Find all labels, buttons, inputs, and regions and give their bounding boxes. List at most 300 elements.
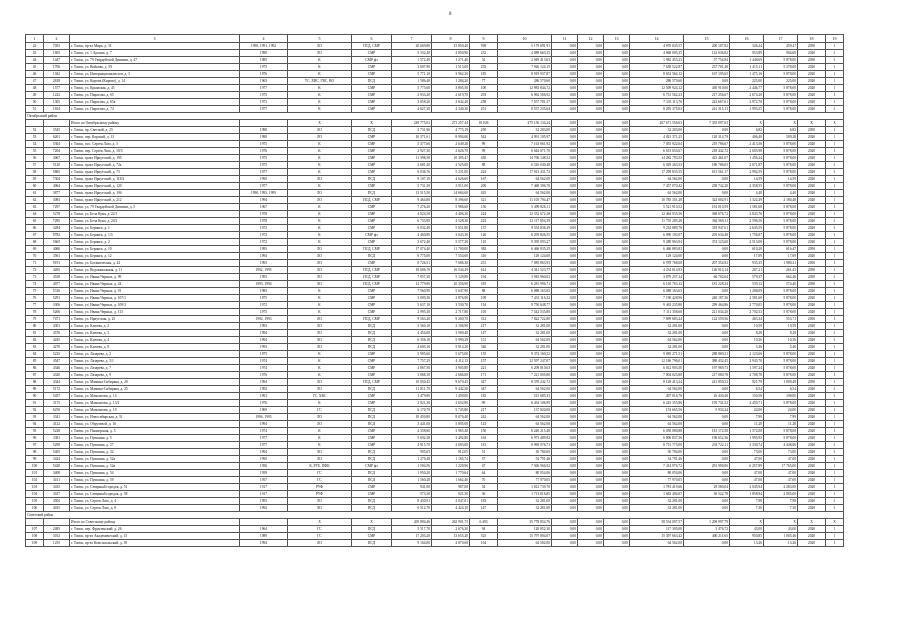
- table-cell: 0,00: [552, 260, 578, 267]
- table-cell: 7 560,90: [392, 288, 432, 295]
- table-cell: 221: [470, 365, 498, 372]
- table-cell: г. Томск, ул. Лазарева, д. 7: [70, 365, 240, 372]
- table-cell: 3 962,30: [432, 71, 470, 78]
- table-cell: СМР: [352, 64, 392, 71]
- table-cell: К: [288, 435, 352, 442]
- table-cell: 2020: [798, 323, 826, 330]
- table-cell: 5 129,80: [432, 274, 470, 281]
- table-cell: 2 413,56: [730, 141, 764, 148]
- table-cell: 553,71: [764, 316, 798, 323]
- table-cell: 0,00: [604, 456, 630, 463]
- table-cell: 1: [826, 302, 844, 309]
- table-cell: 2 645,59: [730, 225, 764, 232]
- table-cell: 0,00: [552, 218, 578, 225]
- table-cell: 10 371,61: [392, 134, 432, 141]
- table-cell: 3381: [44, 435, 70, 442]
- table-cell: 2 596,56: [730, 218, 764, 225]
- table-cell: 7 163 061,92: [498, 141, 552, 148]
- table-cell: 4 528,30: [432, 218, 470, 225]
- table-cell: 217 256,67: [684, 92, 730, 99]
- table-cell: ЛО: [288, 267, 352, 274]
- table-cell: 3341: [44, 414, 70, 421]
- table-cell: 1917: [240, 491, 288, 498]
- table-cell: 6 964 566,92: [498, 92, 552, 99]
- table-cell: 9 395 093,27: [498, 239, 552, 246]
- table-cell: 4 626,60: [432, 176, 470, 183]
- table-cell: 0,00: [552, 239, 578, 246]
- table-cell: СМР: [352, 85, 392, 92]
- table-cell: 2 945,70: [730, 358, 764, 365]
- table-cell: ПСД: [352, 407, 392, 414]
- table-cell: 65: [26, 218, 44, 225]
- table-cell: 1975: [240, 141, 288, 148]
- table-cell: 1: [826, 337, 844, 344]
- table-cell: 1: [826, 414, 844, 421]
- table-cell: 616,47: [764, 246, 798, 253]
- table-cell: СМР: [352, 428, 392, 435]
- table-cell: 6,54: [730, 386, 764, 393]
- table-cell: 2020: [798, 295, 826, 302]
- table-cell: 7 926 124,15: [498, 64, 552, 71]
- table-cell: 1: [826, 505, 844, 512]
- table-cell: 4 341 523,77: [498, 267, 552, 274]
- table-cell: 1 479,80: [392, 393, 432, 400]
- table-cell: 1917: [240, 484, 288, 491]
- table-cell: СМР фз: [352, 463, 392, 470]
- table-cell: 5 805,00: [432, 421, 470, 428]
- table-cell: Х: [798, 519, 826, 526]
- table-cell: 195 731,52: [684, 400, 730, 407]
- table-cell: 80 054,06: [630, 470, 684, 477]
- table-cell: 5 878,00: [764, 372, 798, 379]
- table-cell: 1990, 1993, 1995: [240, 190, 288, 197]
- table-cell: 1993: [240, 260, 288, 267]
- table-cell: 219 786,67: [684, 141, 730, 148]
- table-cell: 987,00: [432, 484, 470, 491]
- table-cell: 513 685,33: [498, 393, 552, 400]
- table-cell: 95: [26, 428, 44, 435]
- table-cell: 32 281,00: [630, 344, 684, 351]
- table-cell: 154: [470, 302, 498, 309]
- table-cell: 1975: [240, 351, 288, 358]
- table-row: [26, 92, 844, 99]
- table-cell: 0,00: [604, 204, 630, 211]
- table-cell: СМР: [352, 393, 392, 400]
- table-cell: 0,00: [578, 337, 604, 344]
- table-cell: 91: [26, 400, 44, 407]
- table-cell: 2020: [798, 197, 826, 204]
- table-cell: 9 107,10: [392, 176, 432, 183]
- table-cell: 1: [826, 491, 844, 498]
- table-cell: 1654: [44, 106, 70, 113]
- table-cell: 1975: [240, 309, 288, 316]
- table-cell: г. Томск, ул. Мамина-Сибиряка, д. 25: [70, 386, 240, 393]
- table-cell: 0,00: [604, 309, 630, 316]
- table-cell: 0,00: [578, 491, 604, 498]
- table-cell: 0,00: [578, 295, 604, 302]
- table-cell: 2 605,98: [730, 148, 764, 155]
- table-cell: 167: [470, 176, 498, 183]
- table-cell: 2 921,30: [392, 400, 432, 407]
- table-cell: 0,00: [578, 435, 604, 442]
- table-cell: СМР фз: [352, 232, 392, 239]
- table-cell: 1972: [240, 302, 288, 309]
- table-cell: г. Томск, ул. Войкова, д. 59: [70, 64, 240, 71]
- table-cell: 5 914,20: [432, 344, 470, 351]
- table-cell: 14 684,60: [432, 190, 470, 197]
- table-cell: 2020: [798, 106, 826, 113]
- table-cell: 13,26: [764, 540, 798, 547]
- table-cell: К: [288, 92, 352, 99]
- table-cell: 5 179 691,91: [498, 43, 552, 50]
- table-cell: 2 106,90: [432, 323, 470, 330]
- table-cell: 0,00: [552, 295, 578, 302]
- table-cell: 1: [826, 477, 844, 484]
- table-cell: 1 756,87: [730, 232, 764, 239]
- table-row: [26, 323, 844, 330]
- table-cell: 231: [470, 260, 498, 267]
- table-cell: К: [288, 225, 352, 232]
- table-cell: 52: [470, 57, 498, 64]
- table-cell: 238 742,20: [684, 183, 730, 190]
- table-cell: 0,00: [604, 120, 630, 127]
- table-cell: 0,00: [604, 449, 630, 456]
- table-cell: 1 504,56: [392, 463, 432, 470]
- table-cell: 0,00: [552, 120, 578, 127]
- column-number: 18: [798, 35, 826, 43]
- table-cell: К: [288, 309, 352, 316]
- table-cell: 8 370 242,72: [498, 379, 552, 386]
- table-cell: 0,00: [552, 204, 578, 211]
- table-cell: 3 330,74: [730, 442, 764, 449]
- table-cell: 0,00: [604, 351, 630, 358]
- table-cell: 904,60: [764, 50, 798, 57]
- table-cell: 47: [26, 78, 44, 85]
- column-number: 9: [470, 35, 498, 43]
- table-cell: 2020: [798, 491, 826, 498]
- table-cell: 2485: [44, 526, 70, 533]
- table-cell: 8 430,91: [392, 498, 432, 505]
- table-cell: 255: [470, 64, 498, 71]
- table-cell: 0,00: [578, 246, 604, 253]
- table-cell: 1975: [240, 92, 288, 99]
- table-cell: 1992: [240, 386, 288, 393]
- table-cell: 0,00: [604, 337, 630, 344]
- table-cell: 2020: [798, 71, 826, 78]
- table-cell: 3 607,90: [392, 64, 432, 71]
- table-cell: 5 878,00: [764, 351, 798, 358]
- table-cell: ПСД: [352, 344, 392, 351]
- table-cell: 97: [26, 442, 44, 449]
- table-cell: 2020: [798, 400, 826, 407]
- table-cell: ЛО: [288, 386, 352, 393]
- table-cell: 6 973 489,92: [498, 435, 552, 442]
- table-cell: 14 706 148,52: [498, 155, 552, 162]
- table-cell: г. Томск, ул. Беринга, д. 1: [70, 225, 240, 232]
- table-cell: 0,00: [578, 64, 604, 71]
- table-cell: 0,00: [552, 379, 578, 386]
- table-cell: 8 652 564,12: [630, 71, 684, 78]
- table-cell: 347: [470, 379, 498, 386]
- table-cell: г. Томск, ул. Ивана Черных, д. 107/1: [70, 295, 240, 302]
- table-cell: 4 068 005,35: [630, 50, 684, 57]
- table-cell: 2 283,00: [764, 484, 798, 491]
- table-cell: 2020: [798, 358, 826, 365]
- table-cell: 1972: [240, 239, 288, 246]
- table-cell: 1976: [240, 148, 288, 155]
- table-cell: 0,00: [552, 421, 578, 428]
- table-cell: г. Томск, тракт Иркутский, д. 118/2: [70, 176, 240, 183]
- table-cell: 7 414 976,72: [630, 463, 684, 470]
- table-cell: ЛО: [288, 344, 352, 351]
- table-cell: 6 316 049,48: [498, 162, 552, 169]
- table-cell: 2 450,71: [730, 400, 764, 407]
- register-table-container: [25, 34, 844, 547]
- table-cell: г. Томск, ул. Северный городок, д. 51: [70, 484, 240, 491]
- table-cell: 322 002,91: [684, 197, 730, 204]
- table-cell: 11 398,30: [392, 155, 432, 162]
- table-cell: 4 112,15: [432, 358, 470, 365]
- table-cell: 7471: [44, 316, 70, 323]
- table-cell: ПСД: [352, 386, 392, 393]
- table-cell: 0,00: [604, 141, 630, 148]
- table-cell: 1 560,28: [392, 477, 432, 484]
- table-cell: СМР: [352, 218, 392, 225]
- table-cell: 2020: [798, 435, 826, 442]
- table-cell: 1: [826, 50, 844, 57]
- table-cell: 5 878,00: [764, 358, 798, 365]
- table-cell: 6 512,70: [392, 505, 432, 512]
- table-cell: 2020: [798, 365, 826, 372]
- table-cell: 1977: [240, 106, 288, 113]
- table-cell: 0,00: [578, 78, 604, 85]
- table-cell: 4977: [44, 281, 70, 288]
- table-cell: 99: [26, 456, 44, 463]
- table-cell: 0,00: [578, 400, 604, 407]
- table-cell: г. Томск, ул. Лазарева, д. 5/1: [70, 358, 240, 365]
- table-cell: 7285: [44, 218, 70, 225]
- table-cell: ПСД: [352, 505, 392, 512]
- table-cell: г. Томск, ул. 79 Гвардейской Дивизии, д. 47: [70, 57, 240, 64]
- table-row: [26, 148, 844, 155]
- table-cell: 30 784,00: [630, 449, 684, 456]
- table-cell: 56: [26, 155, 44, 162]
- table-cell: 0,00: [604, 386, 630, 393]
- table-cell: ЛО: [288, 281, 352, 288]
- table-cell: 3083: [44, 197, 70, 204]
- table-cell: 1: [826, 106, 844, 113]
- table-cell: 1 415,11: [730, 64, 764, 71]
- table-cell: 17 203,20: [392, 533, 432, 540]
- table-cell: 233 722,11: [684, 442, 730, 449]
- table-cell: 3 900,40: [432, 330, 470, 337]
- table-cell: 1: [826, 316, 844, 323]
- table-cell: 0,00: [552, 463, 578, 470]
- table-cell: 7 057,30: [392, 274, 432, 281]
- table-cell: 5 878,00: [764, 155, 798, 162]
- table-cell: 1: [826, 421, 844, 428]
- table-row: [26, 50, 844, 57]
- table-cell: 6 088 163,65: [630, 288, 684, 295]
- table-cell: 1: [826, 162, 844, 169]
- table-row: [26, 344, 844, 351]
- table-cell: 1: [826, 330, 844, 337]
- table-cell: ПСД: [352, 253, 392, 260]
- table-cell: 0,00: [604, 71, 630, 78]
- table-cell: 0,00: [604, 127, 630, 134]
- table-cell: г. Томск, ул. Мамонтова, д. 14: [70, 393, 240, 400]
- table-cell: ЛО: [288, 176, 352, 183]
- table-cell: 1974: [240, 428, 288, 435]
- table-cell: ТС, ХВС, ГВС, ВО: [288, 78, 352, 85]
- table-cell: 100: [26, 463, 44, 470]
- table-cell: 497 016,78: [630, 393, 684, 400]
- table-cell: 207 354,92: [684, 260, 730, 267]
- table-cell: ПСД: [352, 78, 392, 85]
- table-cell: 30 784,00: [498, 449, 552, 456]
- table-cell: К: [288, 211, 352, 218]
- table-cell: 7 276,20: [392, 204, 432, 211]
- table-cell: 6 733,90: [392, 218, 432, 225]
- table-cell: 224: [470, 218, 498, 225]
- table-cell: 7204: [44, 148, 70, 155]
- table-cell: 1: [826, 43, 844, 50]
- table-cell: 4 047,01: [432, 498, 470, 505]
- table-cell: 1959: [240, 470, 288, 477]
- table-cell: 1 271,40: [432, 57, 470, 64]
- district-name: Октябрьский район: [26, 113, 844, 120]
- table-cell: г. Томск, ул. Крымская, д. 45: [70, 85, 240, 92]
- table-cell: 205 894,46: [392, 519, 432, 526]
- table-cell: 10 356,90: [432, 281, 470, 288]
- table-cell: 103: [26, 484, 44, 491]
- table-cell: г. Томск, тракт Иркутский, д. 212: [70, 197, 240, 204]
- table-cell: 5 990,28: [432, 337, 470, 344]
- table-cell: 4 448,06: [764, 442, 798, 449]
- table-cell: 4 603,10: [392, 344, 432, 351]
- table-cell: 0,00: [578, 288, 604, 295]
- table-cell: 0,00: [552, 211, 578, 218]
- table-cell: 83: [26, 344, 44, 351]
- table-cell: 30 522,78: [684, 491, 730, 498]
- table-cell: 5 995,60: [392, 351, 432, 358]
- table-cell: 1 950,20: [392, 470, 432, 477]
- table-cell: ПСД: [352, 176, 392, 183]
- table-cell: 0,00: [684, 477, 730, 484]
- table-cell: 47,00: [730, 456, 764, 463]
- table-cell: 1: [826, 204, 844, 211]
- table-cell: 0,00: [552, 351, 578, 358]
- table-cell: 32 281,00: [498, 505, 552, 512]
- table-cell: 1 322,49: [730, 197, 764, 204]
- table-cell: 6 029 263,53: [630, 162, 684, 169]
- table-cell: 2 671,87: [730, 162, 764, 169]
- page-number: 8: [449, 12, 452, 17]
- table-cell: 380 432,45: [684, 358, 730, 365]
- table-cell: 107: [26, 526, 44, 533]
- table-cell: 1: [826, 155, 844, 162]
- table-cell: 0,00: [604, 50, 630, 57]
- table-cell: 9 280 963,94: [630, 239, 684, 246]
- table-cell: 1993: [240, 246, 288, 253]
- table-cell: 7 221 005,80: [498, 372, 552, 379]
- table-cell: 5 878,00: [764, 204, 798, 211]
- table-cell: 17,09: [730, 253, 764, 260]
- table-cell: 1995: [240, 456, 288, 463]
- table-row: [26, 190, 844, 197]
- column-number: 17: [764, 35, 798, 43]
- table-cell: ПСД: [352, 470, 392, 477]
- table-row: [26, 218, 844, 225]
- table-cell: г. Томск, ул. Сергея Лазо, д. 8: [70, 505, 240, 512]
- table-cell: 2050: [798, 316, 826, 323]
- table-cell: 0,00: [552, 491, 578, 498]
- table-cell: 950,85: [730, 533, 764, 540]
- table-cell: 6 644 071,70: [498, 148, 552, 155]
- table-cell: 1983: [240, 288, 288, 295]
- table-cell: 346: [470, 344, 498, 351]
- table-cell: Х: [764, 120, 798, 127]
- table-cell: 0,00: [552, 386, 578, 393]
- table-cell: 2050: [798, 127, 826, 134]
- table-cell: 6 493: [470, 519, 498, 526]
- table-cell: 0,00: [604, 540, 630, 547]
- table-cell: 425: [470, 190, 498, 197]
- table-cell: ПСД: [352, 456, 392, 463]
- table-row: [26, 64, 844, 71]
- table-cell: Х: [730, 519, 764, 526]
- table-cell: 1994: [240, 421, 288, 428]
- table-cell: ГС, ХВС: [288, 393, 352, 400]
- table-cell: 2020: [798, 169, 826, 176]
- table-cell: г. Томск, ул. Беринга, д. 2: [70, 239, 240, 246]
- table-cell: СМР: [352, 442, 392, 449]
- table-cell: 0,00: [578, 407, 604, 414]
- table-cell: 0,00: [578, 85, 604, 92]
- table-cell: 1 009,48: [764, 379, 798, 386]
- table-cell: 1: [826, 225, 844, 232]
- table-cell: 271 257,44: [432, 120, 470, 127]
- table-cell: 0,00: [578, 330, 604, 337]
- table-cell: ПСД, СМР: [352, 246, 392, 253]
- table-cell: 5 499 826,11: [498, 204, 552, 211]
- table-cell: 0,00: [552, 428, 578, 435]
- table-cell: 0,00: [684, 176, 730, 183]
- table-cell: 5 771,10: [392, 71, 432, 78]
- table-cell: г. Томск, ул. 79 Гвардейской Дивизии, д. 5: [70, 204, 240, 211]
- table-cell: 0,00: [578, 71, 604, 78]
- table-cell: 6 615 654,67: [630, 148, 684, 155]
- table-cell: 3 441,00: [392, 421, 432, 428]
- table-cell: 1: [826, 267, 844, 274]
- table-cell: 1: [826, 134, 844, 141]
- table-cell: 1447: [44, 57, 70, 64]
- table-cell: 2050: [798, 274, 826, 281]
- table-cell: 0,00: [604, 358, 630, 365]
- table-cell: 61: [26, 190, 44, 197]
- table-cell: 0,00: [578, 120, 604, 127]
- table-cell: 267 671 556,63: [630, 120, 684, 127]
- table-cell: 0,00: [604, 78, 630, 85]
- table-cell: 2020: [798, 449, 826, 456]
- table-cell: ЛО: [288, 43, 352, 50]
- table-cell: 109: [470, 295, 498, 302]
- table-cell: 0,00: [578, 442, 604, 449]
- table-cell: 0,00: [604, 162, 630, 169]
- table-cell: 0,00: [578, 533, 604, 540]
- table-cell: 0,00: [578, 169, 604, 176]
- table-cell: 0,00: [552, 78, 578, 85]
